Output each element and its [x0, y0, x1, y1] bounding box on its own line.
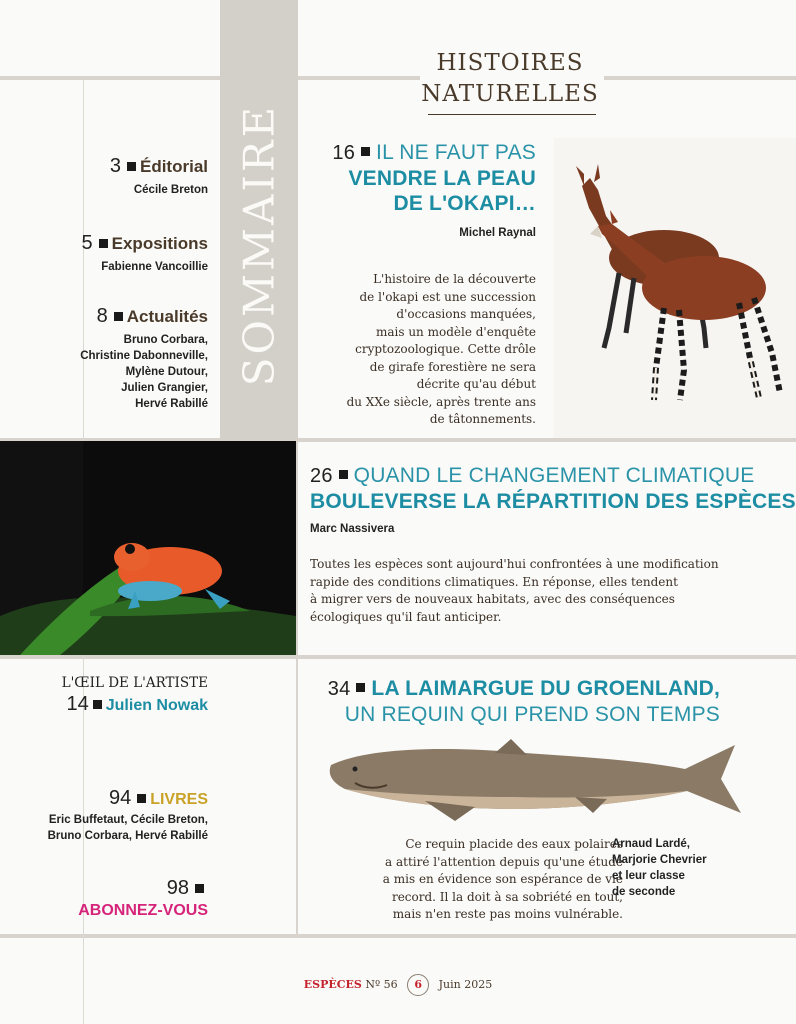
article-okapi-author: Michel Raynal	[459, 227, 536, 239]
shark-illustration	[325, 735, 745, 827]
article-okapi-body: L'histoire de la découverte de l'okapi est une succession d'occasions manquées, mais un modèle d'enquête cryptozoologique. Cette drôle de girafe forestière ne sera décrite qu'au début du XXe siècle, après trente ans de tâtonnements.	[346, 272, 536, 426]
rule-top-far-right	[604, 76, 796, 80]
toc-actualites[interactable]: 8 Actualités Bruno Corbara, Christine Dabonneville, Mylène Dutour, Julien Grangier, Hervé Rabillé	[80, 305, 208, 410]
article-okapi-title[interactable]: 16 IL NE FAUT PAS VENDRE LA PEAU DE L'OKAPI…	[332, 141, 536, 215]
toc-editorial[interactable]: 3 Éditorial Cécile Breton	[109, 155, 208, 196]
rule-top	[0, 76, 220, 80]
page-footer	[0, 974, 796, 996]
okapi-illustration	[554, 138, 796, 438]
article-requin-title[interactable]: 34 LA LAIMARGUE DU GROENLAND, UN REQUIN QUI PREND SON TEMPS	[327, 677, 720, 726]
article-climat-body: Toutes les espèces sont aujourd'hui confrontées à une modification rapide des conditions climatiques. En réponse, elles tendent à migrer vers de nouveaux habitats, avec des conséquences écologiques qu'il faut anticiper.	[310, 557, 719, 624]
rubric-underline	[428, 114, 596, 115]
rule-bottom	[0, 934, 796, 938]
page-number: 6	[407, 974, 429, 996]
article-requin-authors: Arnaud Lardé, Marjorie Chevrier et leur classe de seconde	[612, 838, 707, 898]
article-requin-body: Ce requin placide des eaux polaires a attiré l'attention depuis qu'une étude a mis en évidence son espérance de vie record. Il la doit à sa sobriété en tout, mais n'en reste pas moins vulnérable.	[382, 837, 623, 921]
rule-top-right	[298, 76, 420, 80]
issue-date: Juin 2025	[438, 978, 493, 991]
magazine-brand: ESPÈCES	[303, 978, 362, 991]
column-rule-mid	[296, 438, 298, 938]
sommaire-title: SOMMAIRE	[234, 103, 284, 387]
frog-photo	[0, 441, 296, 655]
toc-artist[interactable]: L'ŒIL DE L'ARTISTE 14 Julien Nowak	[61, 675, 208, 715]
rule-mid-2	[0, 655, 796, 659]
toc-abonnez-vous[interactable]: 98 ABONNEZ-VOUS	[78, 877, 208, 919]
toc-livres[interactable]: 94 LIVRES Eric Buffetaut, Cécile Breton, Bruno Corbara, Hervé Rabillé	[47, 787, 208, 842]
rubric-heading: HISTOIRES NATURELLES	[421, 50, 599, 107]
article-climat-author: Marc Nassivera	[310, 523, 395, 535]
article-climat-title[interactable]: 26 QUAND LE CHANGEMENT CLIMATIQUE BOULEVERSE LA RÉPARTITION DES ESPÈCES	[310, 464, 796, 513]
issue-number: Nº 56	[365, 978, 398, 991]
toc-expositions[interactable]: 5 Expositions Fabienne Vancoillie	[81, 232, 208, 273]
